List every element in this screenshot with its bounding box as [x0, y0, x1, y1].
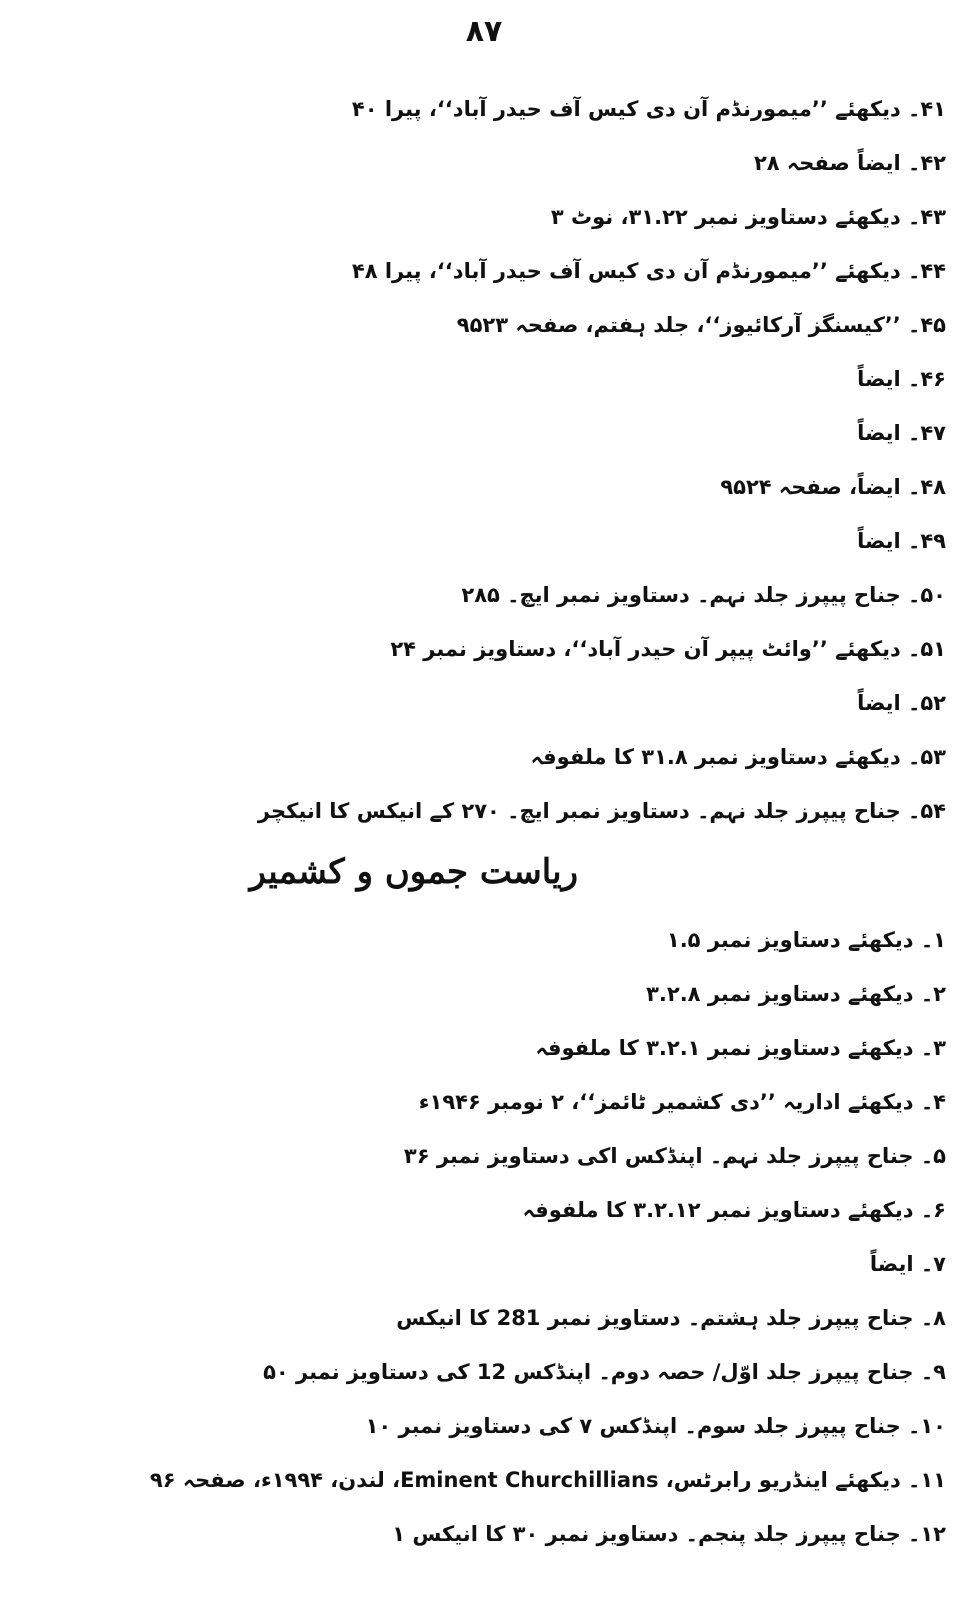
endnote-k4: ۴۔ دیکھئے اداریہ ’’دی کشمیر ٹائمز‘‘، ۲ نومبر ۱۹۴۶ء — [418, 1089, 946, 1114]
endnote-51: ۵۱۔ دیکھئے ’’وائٹ پیپر آن حیدر آباد‘‘، دستاویز نمبر ۲۴ — [390, 636, 946, 661]
endnote-49: ۴۹۔ ایضاً — [857, 528, 946, 553]
endnotes-list-kashmir — [26, 913, 946, 1561]
section-heading: ریاست جموں و کشمیر — [249, 852, 578, 892]
endnote-48: ۴۸۔ ایضاً، صفحہ ۹۵۲۴ — [720, 474, 946, 499]
endnote-52: ۵۲۔ ایضاً — [857, 690, 946, 715]
endnote-50: ۵۰۔ جناح پیپرز جلد نہم۔ دستاویز نمبر ایچ۔ ۲۸۵ — [461, 582, 946, 607]
endnote-k11: ۱۱۔ دیکھئے اینڈریو رابرٹس، Eminent Churchillians، لندن، ۱۹۹۴ء، صفحہ ۹۶ — [149, 1467, 946, 1492]
endnote-k5: ۵۔ جناح پیپرز جلد نہم۔ اپنڈکس اکی دستاویز نمبر ۳۶ — [403, 1143, 946, 1168]
endnotes-list-hyderabad — [26, 82, 946, 838]
endnote-41: ۴۱۔ دیکھئے ’’میمورنڈم آن دی کیس آف حیدر آباد‘‘، پیرا ۴۰ — [351, 96, 946, 121]
endnote-k6: ۶۔ دیکھئے دستاویز نمبر ۳.۲.۱۲ کا ملفوفہ — [522, 1197, 946, 1222]
endnote-47: ۴۷۔ ایضاً — [857, 420, 946, 445]
endnote-k12: ۱۲۔ جناح پیپرز جلد پنجم۔ دستاویز نمبر ۳۰ کا انیکس ۱ — [392, 1521, 946, 1546]
endnote-k2: ۲۔ دیکھئے دستاویز نمبر ۳.۲.۸ — [646, 981, 946, 1006]
endnote-k10: ۱۰۔ جناح پیپرز جلد سوم۔ اپنڈکس ۷ کی دستاویز نمبر ۱۰ — [365, 1413, 946, 1438]
endnote-k1: ۱۔ دیکھئے دستاویز نمبر ۱.۵ — [666, 927, 946, 952]
endnote-46: ۴۶۔ ایضاً — [857, 366, 946, 391]
endnote-k3: ۳۔ دیکھئے دستاویز نمبر ۳.۲.۱ کا ملفوفہ — [535, 1035, 946, 1060]
page-number: ۸۷ — [465, 14, 503, 49]
endnote-k8: ۸۔ جناح پیپرز جلد ہشتم۔ دستاویز نمبر 281 کا انیکس — [396, 1305, 946, 1330]
endnote-k7: ۷۔ ایضاً — [869, 1251, 946, 1276]
endnote-43: ۴۳۔ دیکھئے دستاویز نمبر ۳۱.۲۲، نوٹ ۳ — [550, 204, 946, 229]
endnote-44: ۴۴۔ دیکھئے ’’میمورنڈم آن دی کیس آف حیدر آباد‘‘، پیرا ۴۸ — [351, 258, 946, 283]
endnote-45: ۴۵۔ ’’کیسنگز آرکائیوز‘‘، جلد ہفتم، صفحہ ۹۵۲۳ — [456, 312, 946, 337]
endnote-42: ۴۲۔ ایضاً صفحہ ۲۸ — [753, 150, 946, 175]
endnote-54: ۵۴۔ جناح پیپرز جلد نہم۔ دستاویز نمبر ایچ۔ ۲۷۰ کے انیکس کا انیکچر — [257, 798, 946, 823]
endnote-k9: ۹۔ جناح پیپرز جلد اوّل/ حصہ دوم۔ اپنڈکس 12 کی دستاویز نمبر ۵۰ — [263, 1359, 946, 1384]
endnote-53: ۵۳۔ دیکھئے دستاویز نمبر ۳۱.۸ کا ملفوفہ — [530, 744, 946, 769]
